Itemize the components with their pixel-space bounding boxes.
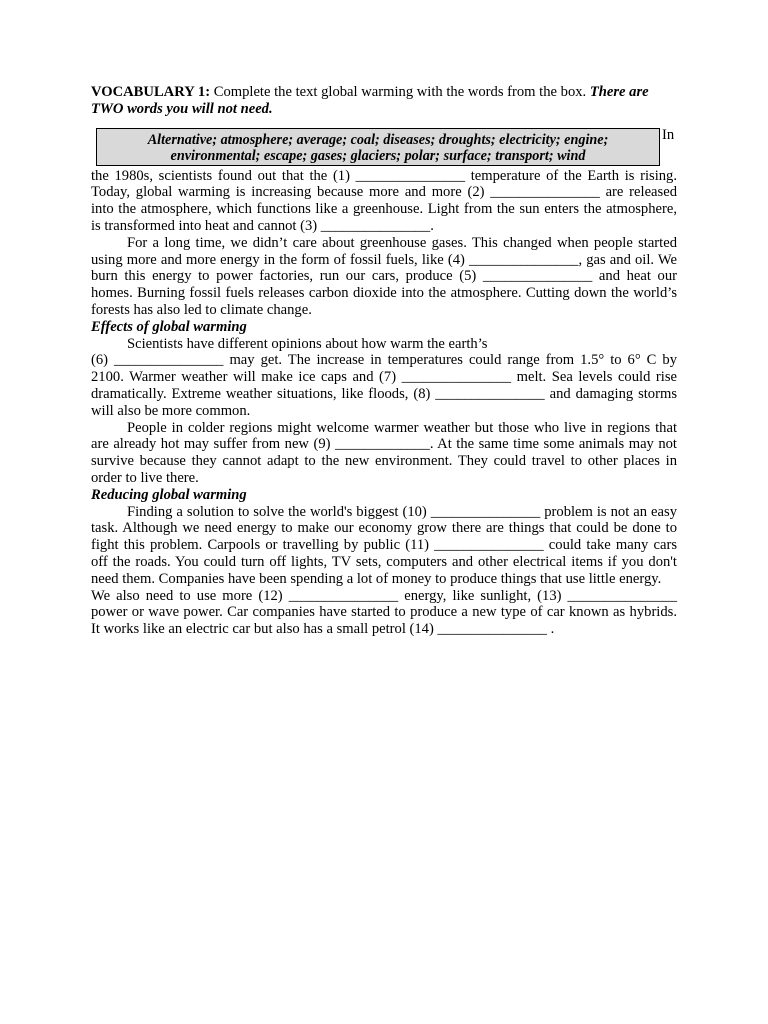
word-box-row (91, 124, 677, 168)
word-box (96, 128, 660, 166)
paragraph-2: For a long time, we didn’t care about greenhouse gases. This changed when people started using more and more energy in the form of fossil fuels, like (4) _______________, gas and oil. We burn this energy to power factories, run our cars, produce (5) _______________ and heat our homes. Burning fossil fuels releases carbon dioxide into the atmosphere. Cutting down the world’s forests has also led to climate change. (91, 234, 677, 318)
exercise-heading (91, 84, 677, 118)
worksheet-page (91, 84, 677, 638)
subheading-effects: Effects of global warming (91, 318, 247, 335)
exercise-label: VOCABULARY 1: (91, 84, 211, 100)
paragraph-6: We also need to use more (12) _______________ energy, like sunlight, (13) _______________ power or wave power. Car companies have started to produce a new type of car known as hybrids. It works like an electric car but also has a small petrol (14) _______________ . (91, 587, 677, 638)
paragraph-3-rest: (6) _______________ may get. The increase in temperatures could range from 1.5° to 6° C by 2100. Warmer weather will make ice caps and (7) _______________ melt. Sea levels could rise dramatically. Extreme weather situations, like floods, (8) _______________ and damaging storms will also be more common. (91, 352, 677, 419)
word-box-line-1: Alternative; atmosphere; average; coal; diseases; droughts; electricity; engine; (147, 131, 609, 148)
paragraph-3-line-1: Scientists have different opinions about how warm the earth’s (127, 335, 488, 352)
word-box-line-2: environmental; escape; gases; glaciers; polar; surface; transport; wind (170, 148, 586, 165)
paragraph-4: People in colder regions might welcome warmer weather but those who live in regions that are already hot may suffer from new (9) _____________. At the same time some animals may not survive because they cannot adapt to the new environment. They could travel to other places in order to live there. (91, 419, 677, 486)
in-word: In (662, 126, 675, 143)
subheading-reducing: Reducing global warming (91, 486, 247, 503)
exercise-instruction: Complete the text global warming with the words from the box. (210, 84, 590, 100)
paragraph-1: the 1980s, scientists found out that the (1) _______________ temperature of the Earth is rising. Today, global warming is increasing because more and more (2) _______________ are released into the atmosphere, which functions like a greenhouse. Light from the sun enters the atmosphere, is transformed into heat and cannot (3) _______________. (91, 167, 677, 234)
paragraph-5: Finding a solution to solve the world's biggest (10) _______________ problem is not an easy task. Although we need energy to make our economy grow there are things that could be done to fight this problem. Carpools or travelling by public (11) _______________ could take many cars off the roads. You could turn off lights, TV sets, computers and other electrical items if you don't need them. Companies have been spending a lot of money to produce things that use little energy. (91, 503, 677, 587)
exercise-note: There are TWO words you will not need. (91, 84, 649, 117)
